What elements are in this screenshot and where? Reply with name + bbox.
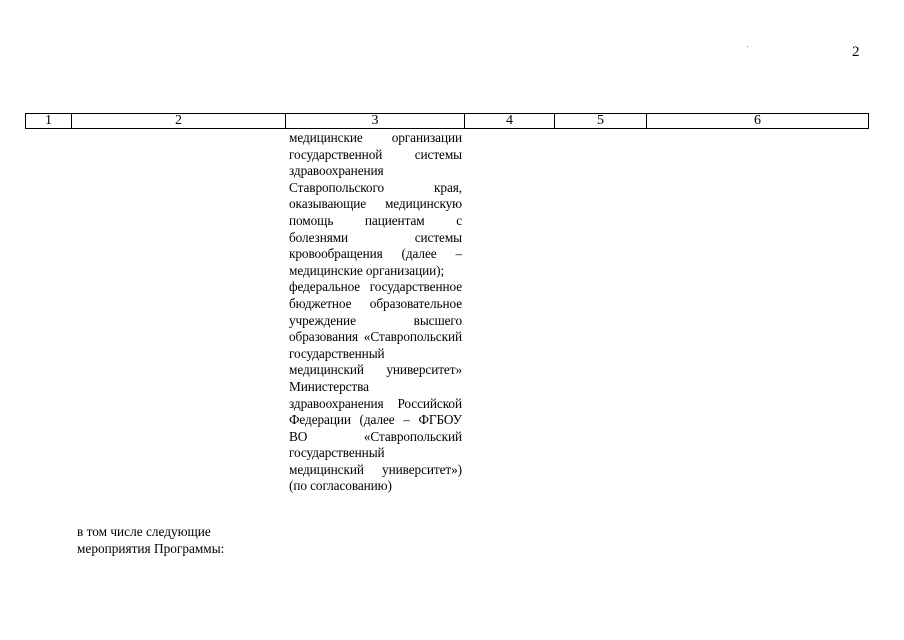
table-row	[26, 114, 869, 129]
organizations-paragraph: медицинские организации государственной системы здравоохранения Ставропольского края, оказывающие медицинскую помощь пациентам с болезнями системы кровообращения (далее – медицинские организации);	[289, 130, 462, 278]
scan-speck	[747, 46, 748, 47]
university-paragraph: федеральное государственное бюджетное образовательное учреждение высшего образования «Ставропольский государственный медицинский университет» Министерства здравоохранения Российской Федерации (далее – ФГБОУ ВО «Ставропольский государственный медицинский университет») (по согласованию)	[289, 279, 462, 494]
column-number-4: 4	[465, 114, 555, 129]
column-number-6: 6	[647, 114, 869, 129]
program-activities-heading	[77, 524, 277, 557]
program-activities-text: в том числе следующие мероприятия Программы:	[77, 524, 225, 556]
column3-cell-text	[289, 130, 462, 495]
column-number-3: 3	[286, 114, 465, 129]
table-header-row	[25, 113, 869, 129]
column-number-1: 1	[26, 114, 72, 129]
column-number-5: 5	[555, 114, 647, 129]
column-number-2: 2	[72, 114, 286, 129]
page-number: 2	[852, 44, 860, 60]
